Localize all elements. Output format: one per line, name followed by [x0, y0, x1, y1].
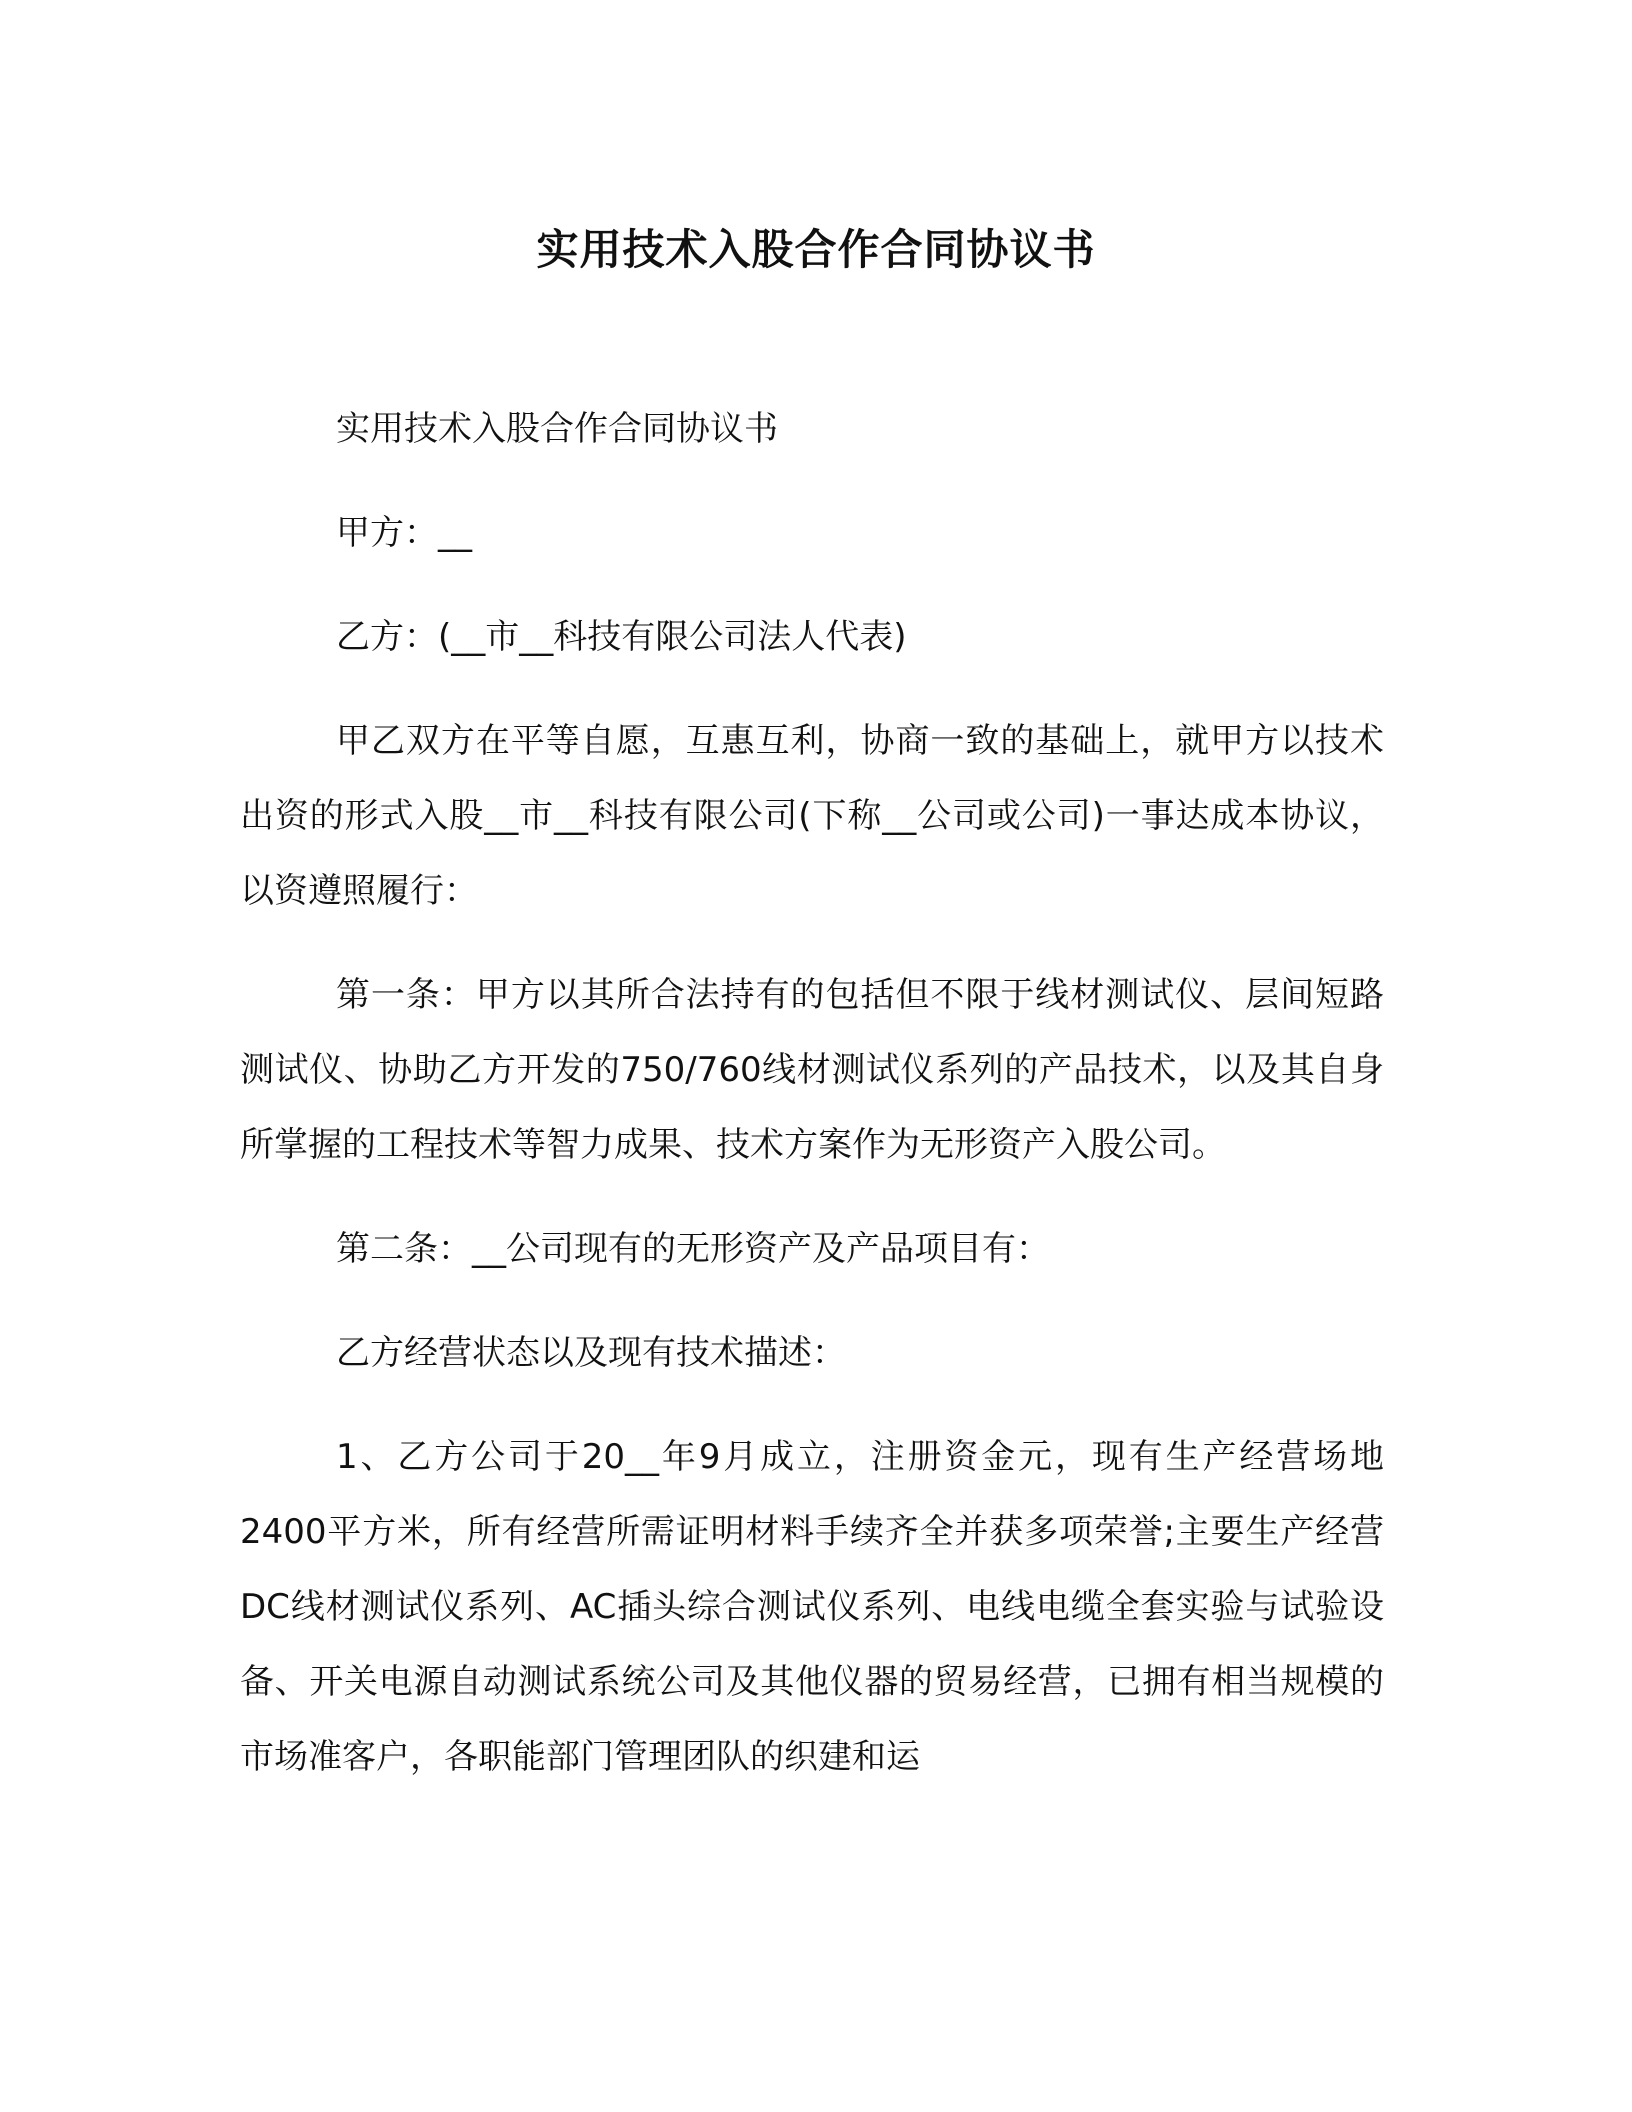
paragraph-repeat-title: 实用技术入股合作合同协议书	[336, 409, 778, 449]
paragraph-article-1: 第一条：甲方以其所合法持有的包括但不限于线材测试仪、层间短路测试仪、协助乙方开发的750/760线材测试仪系列的产品技术，以及其自身所掌握的工程技术等智力成果、技术方案作为无形资产入股公司。	[240, 975, 1384, 1165]
paragraph-preamble: 甲乙双方在平等自愿，互惠互利，协商一致的基础上，就甲方以技术出资的形式入股__市__科技有限公司(下称__公司或公司)一事达成本协议，以资遵照履行：	[240, 721, 1384, 911]
paragraph-item-1: 1、乙方公司于20__年9月成立，注册资金元，现有生产经营场地2400平方米，所有经营所需证明材料手续齐全并获多项荣誉;主要生产经营DC线材测试仪系列、AC插头综合测试仪系列、电线电缆全套实验与试验设备、开关电源自动测试系统公司及其他仪器的贸易经营，已拥有相当规模的市场准客户，各职能部门管理团队的织建和运	[240, 1437, 1384, 1777]
paragraph-party-a: 甲方：__	[336, 513, 472, 553]
paragraph-article-2: 第二条：__公司现有的无形资产及产品项目有：	[336, 1229, 1050, 1269]
paragraph-party-b: 乙方：(__市__科技有限公司法人代表)	[336, 617, 907, 657]
document-title: 实用技术入股合作合同协议书	[536, 225, 1096, 274]
paragraph-party-b-description: 乙方经营状态以及现有技术描述：	[336, 1333, 846, 1373]
document-body	[240, 392, 1384, 1824]
